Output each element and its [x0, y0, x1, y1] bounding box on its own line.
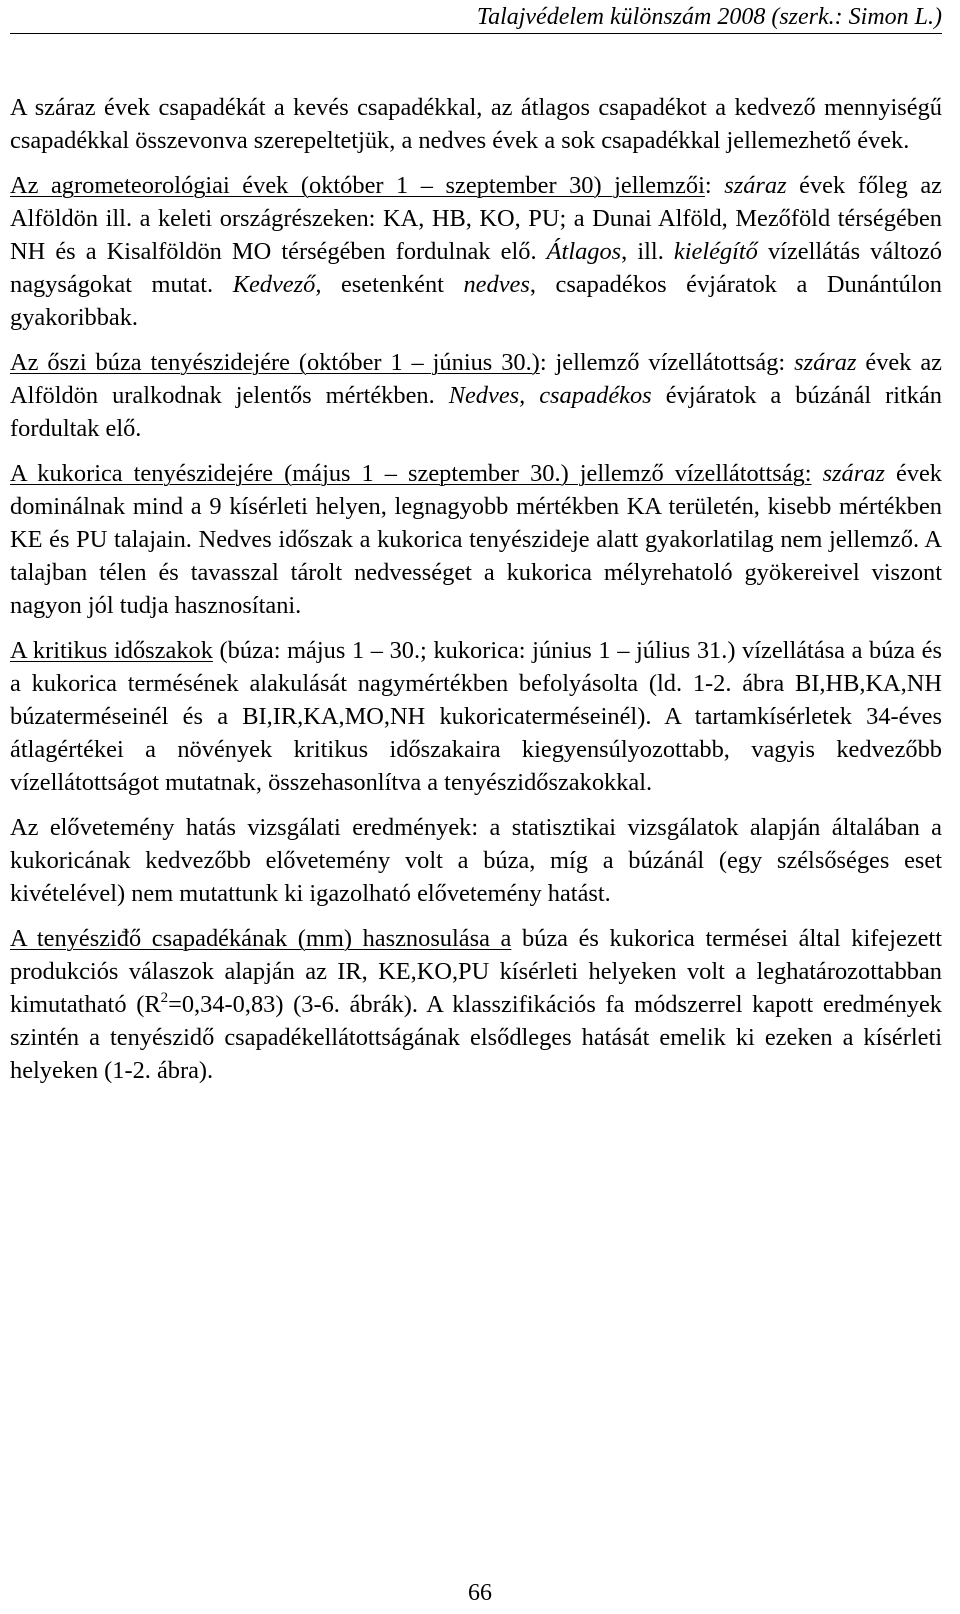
italic-term: nedves: [463, 271, 530, 298]
paragraph-agrometeorological-years: [10, 169, 942, 334]
paragraph-critical-periods: [10, 634, 942, 799]
body-text: [10, 91, 942, 1099]
maize-heading: A kukorica tenyészidejére (május 1 – szeptember 30.) jellemző vízellátottság:: [10, 460, 812, 487]
text-run: évek dominálnak mind a 9 kísérleti helyen, legnagyobb mértékben KA területén, kisebb mértékben KE és PU talajain. Nedves időszak a kukorica tenyészideje alatt gyakorlatilag nem jellemző. A talajban télen és tavasszal tárolt nedvességet a kukorica mélyrehatoló gyökereivel viszont nagyon jól tudja hasznosítani.: [10, 460, 942, 619]
running-header: [0, 2, 942, 32]
italic-term: kielégítő: [673, 238, 758, 265]
paragraph-preceding-crop: Az elővetemény hatás vizsgálati eredmények: a statisztikai vizsgálatok alapján általában a kukoricának kedvezőbb elővetemény volt a búza, míg a búzánál (egy szélsőséges eset kivételével) nem mutattunk ki igazolható elővetemény hatást.: [10, 814, 942, 907]
text-run: =0,34-0,83) (3-6. ábrák). A klasszifikációs fa módszerrel kapott eredmények szintén a tenyészidő csapadékellátottságának elsődleges hatását emelik ki ezeken a kísérleti helyeken (1-2. ábra).: [10, 991, 942, 1084]
paragraph-precipitation-use: [10, 922, 942, 1087]
text-run: (búza: május 1 – 30.; kukorica: június 1 – július 31.) vízellátása a búza és a kukorica termésének alakulását nagymértékben befolyásolta (ld. 1-2. ábra BI,HB,KA,NH búzaterméseinél és a BI,IR,KA,MO,NH kukoricaterméseinél). A tartamkísérletek 34-éves átlagértékei a növények kritikus időszakaira kiegyensúlyozottabb, vagyis kedvezőbb vízellátottságot mutatnak, összehasonlítva a tenyészidőszakokkal.: [10, 637, 942, 796]
page-number: 66: [468, 1580, 492, 1606]
italic-term: Nedves, csapadékos: [448, 382, 652, 409]
superscript: 2: [160, 990, 169, 1006]
text-run: : jellemző vízellátottság:: [539, 349, 795, 376]
paragraph-winter-wheat: [10, 346, 942, 445]
text-run: vízellátás változó nagyságokat mutat.: [10, 238, 942, 298]
paragraph-dry-years: A száraz évek csapadékát a kevés csapadékkal, az átlagos csapadékot a kedvező mennyiségű csapadékkal összevonva szerepeltetjük, a nedves évek a sok csapadékkal jellemezhető évek.: [10, 94, 942, 154]
journal-title: Talajvédelem különszám 2008: [476, 4, 766, 30]
header-divider: [10, 33, 942, 34]
text-run: esetenként: [321, 271, 464, 298]
text-run: évek főleg az Alföldön ill. a keleti országrészeken: KA, HB, KO, PU; a Dunai Alföld, Mezőföld térségében NH és a Kisalföldön MO térségében fordulnak elő.: [10, 172, 942, 265]
text-run: , csapadékos évjáratok a Dunántúlon gyakoribbak.: [10, 271, 942, 331]
text-run: [812, 460, 823, 487]
winter-wheat-heading: Az őszi búza tenyészidejére (október 1 – június 30.): [10, 349, 540, 376]
paragraph-maize: [10, 457, 942, 622]
italic-term: Kedvező,: [232, 271, 322, 298]
text-run: évek az Alföldön uralkodnak jelentős mértékben.: [10, 349, 943, 409]
italic-term: száraz: [822, 460, 885, 487]
italic-term: száraz: [724, 172, 787, 199]
text-run: évjáratok a búzánál ritkán fordultak elő.: [10, 382, 942, 442]
critical-periods-heading: A kritikus időszakok: [10, 637, 213, 664]
precipitation-use-heading: A tenyésziđő csapadékának (mm) hasznosulása a: [10, 925, 512, 952]
agrometeorological-years-heading: Az agrometeorológiai évek (október 1 – szeptember 30) jellemzői: [10, 172, 705, 199]
italic-term: száraz: [794, 349, 857, 376]
text-run: búza és kukorica termései által kifejezett produkciós válaszok alapján az IR, KE,KO,PU kísérleti helyeken volt a leghatározottabban kimutatható (R: [10, 925, 942, 1018]
italic-term: Átlagos: [546, 238, 622, 265]
text-run: :: [704, 172, 725, 199]
text-run: , ill.: [621, 238, 674, 265]
editor-note: (szerk.: Simon L.): [765, 4, 942, 30]
